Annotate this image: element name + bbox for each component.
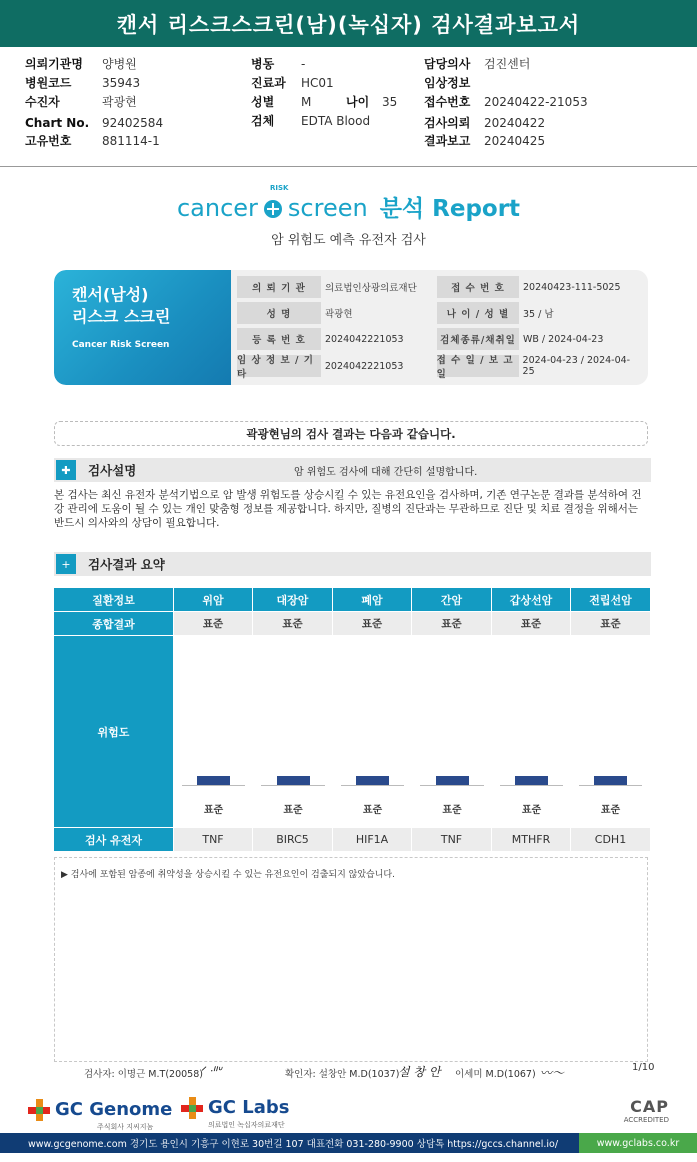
risk-level: 표준 <box>362 805 383 816</box>
card-title-line1: 캔서(남성) <box>72 285 149 304</box>
info-value: HC01 <box>301 75 334 90</box>
result-note <box>54 857 648 1062</box>
note-text: ▶ 검사에 포함된 암종에 취약성을 상승시킬 수 있는 유전요인이 검출되지 않았습니다. <box>61 870 395 880</box>
risk-level: 표준 <box>283 805 303 816</box>
info-label: 진료과 <box>251 76 286 90</box>
card-row <box>237 276 621 298</box>
gene-cell: TNF <box>174 828 253 851</box>
info-value: 양병원 <box>102 57 137 71</box>
gc-genome-name: GC Genome <box>55 1099 173 1120</box>
info-row <box>424 113 545 132</box>
info-label: 임상정보 <box>424 76 471 90</box>
info-label: 의뢰기관명 <box>25 57 83 71</box>
folder-plus-icon: + <box>56 554 76 574</box>
card-row <box>237 355 642 380</box>
risk-baseline <box>500 785 563 786</box>
card-key: 접 수 번 호 <box>437 276 519 298</box>
info-value: 35943 <box>102 75 141 90</box>
overall-cell: 표준 <box>253 612 333 635</box>
gc-genome-sub: 주식회사 지씨지놈 <box>97 1123 154 1131</box>
report-title: 캔서 리스크스크린(남)(녹십자) 검사결과보고서 <box>0 0 697 47</box>
info-value: - <box>301 56 306 71</box>
risk-level: 표준 <box>600 805 621 816</box>
info-value: 881114-1 <box>102 133 160 148</box>
info-row <box>424 73 484 92</box>
section-desc: 암 위험도 검사에 대해 간단히 설명합니다. <box>294 466 478 478</box>
card-key: 임 상 정 보 / 기 타 <box>237 355 321 377</box>
risk-baseline <box>261 785 325 786</box>
card-title-en: Cancer Risk Screen <box>72 340 170 350</box>
info-row <box>25 54 137 73</box>
card-key: 나 이 / 성 별 <box>437 302 519 324</box>
gc-labs-sub: 의료법인 녹십자의료재단 <box>208 1121 285 1129</box>
cap-sub: ACCREDITED <box>623 1116 669 1124</box>
info-row <box>251 73 334 92</box>
info-label: Chart No. <box>25 115 90 130</box>
card-key: 검체종류/채취일 <box>437 328 519 350</box>
info-label: 고유번호 <box>25 134 72 148</box>
tester-text: 검사자: 이명근 M.T(20058) <box>84 1069 203 1080</box>
info-row <box>25 131 160 150</box>
info-row <box>251 111 370 130</box>
overall-label: 종합결과 <box>54 612 173 635</box>
card-key: 의 뢰 기 관 <box>237 276 321 298</box>
card-value: 2024042221053 <box>325 333 404 345</box>
risk-bar <box>277 776 310 785</box>
risk-bar <box>594 776 627 785</box>
overall-cell: 표준 <box>571 612 650 635</box>
gene-cell: MTHFR <box>492 828 571 851</box>
info-row <box>25 92 137 111</box>
second-signature: 〰〜 <box>540 1066 565 1080</box>
risk-baseline <box>341 785 404 786</box>
info-value: M <box>301 94 312 109</box>
risk-level: 표준 <box>442 805 462 816</box>
card-title-line2: 리스크 스크린 <box>72 307 171 326</box>
card-value: 20240423-111-5025 <box>523 281 621 293</box>
description-text: 본 검사는 최신 유전자 분석기법으로 암 발생 위험도를 상승시킬 수 있는 유전요인을 검사하며, 기존 연구논문 결과를 분석하여 건강 관리에 도움이 될 수 있는 개인 맞춤형 정보를 제공합니다. 하지만, 질병의 진단과는 무관하므로 진단 및 치료 결정을 위해서는 반드시 의사와의 상담이 필요합니다. <box>54 489 642 529</box>
info-value: 20240422 <box>484 115 546 130</box>
page-number: 1/10 <box>632 1062 655 1073</box>
info-label: 성별 <box>251 95 275 109</box>
info-label: 검체 <box>251 114 275 128</box>
card-value: 2024-04-23 / 2024-04-25 <box>522 355 631 377</box>
risk-label: 위험도 <box>54 636 173 827</box>
card-row <box>237 302 554 324</box>
info-label: 담당의사 <box>424 57 471 71</box>
report-title-kor: 분석 Report <box>379 196 521 222</box>
card-key: 성 명 <box>237 302 321 324</box>
age-value: 35 <box>382 94 398 109</box>
risk-bar <box>197 776 230 785</box>
report-subtitle: 암 위험도 예측 유전자 검사 <box>271 233 426 248</box>
info-value: 곽광현 <box>102 95 137 109</box>
cap-text: CAP <box>630 1097 669 1116</box>
info-row <box>251 54 305 73</box>
risk-baseline <box>579 785 642 786</box>
card-value: 곽광현 <box>325 309 353 320</box>
table-header-cell: 전립선암 <box>571 588 650 611</box>
gene-cell: BIRC5 <box>253 828 333 851</box>
signature-line <box>0 1066 697 1082</box>
risk-bar <box>356 776 389 785</box>
card-value: 2024042221053 <box>324 360 404 372</box>
section-description-header <box>54 458 651 482</box>
info-label: 접수번호 <box>424 95 471 109</box>
footer-bar <box>0 1133 697 1153</box>
plus-icon <box>264 200 282 218</box>
card-key: 등 록 번 호 <box>237 328 321 350</box>
report-header <box>0 184 697 248</box>
card-value: 의료법인상광의료재단 <box>325 283 417 294</box>
table-header-cell: 간암 <box>412 588 492 611</box>
info-value: 20240422-21053 <box>484 94 588 109</box>
risk-bar <box>515 776 548 785</box>
gc-genome-logo-icon <box>28 1099 50 1121</box>
overall-cell: 표준 <box>412 612 492 635</box>
cancer-screen-logo <box>0 184 697 223</box>
logo-cancer-text: cancer <box>176 194 258 222</box>
info-row <box>424 54 530 73</box>
table-header-cell: 위암 <box>174 588 253 611</box>
card-value: 35 / 남 <box>523 309 554 320</box>
patient-card <box>54 270 648 385</box>
overall-cell: 표준 <box>492 612 571 635</box>
cap-logo <box>624 1097 669 1124</box>
risk-bar <box>436 776 469 785</box>
gene-cell: CDH1 <box>571 828 650 851</box>
gc-labs-logo-icon <box>181 1097 203 1119</box>
table-header-cell: 폐암 <box>333 588 412 611</box>
footer-website-link[interactable]: www.gclabs.co.kr <box>579 1133 697 1153</box>
divider <box>0 166 697 167</box>
info-label: 결과보고 <box>424 134 471 148</box>
card-banner <box>54 270 231 385</box>
second-confirmer-text: 이세미 M.D(1067) <box>455 1069 536 1080</box>
section-title: 검사결과 요약 <box>88 557 165 572</box>
info-label: 병동 <box>251 57 275 71</box>
patient-info <box>0 54 697 166</box>
info-label: 수진자 <box>25 95 60 109</box>
logo-risk-text: RISK <box>270 184 289 192</box>
card-key: 접 수 일 / 보 고 일 <box>437 355 519 377</box>
info-label: 병원코드 <box>25 76 72 90</box>
table-header-cell: 대장암 <box>253 588 333 611</box>
logo-screen-text: screen <box>287 194 368 222</box>
info-value: 92402584 <box>102 115 164 130</box>
footer-logos <box>0 1093 697 1133</box>
risk-level: 표준 <box>521 805 542 816</box>
info-row <box>25 73 140 92</box>
tester-signature: ᐟ ᐧᐦᐡ <box>200 1064 222 1078</box>
overall-cell: 표준 <box>174 612 253 635</box>
overall-cell: 표준 <box>333 612 412 635</box>
info-row <box>251 92 397 111</box>
section-summary-header <box>54 552 651 576</box>
result-notice: 곽광현님의 검사 결과는 다음과 같습니다. <box>54 421 648 446</box>
gene-label: 검사 유전자 <box>54 828 173 851</box>
gc-labs-name: GC Labs <box>208 1097 290 1118</box>
risk-level: 표준 <box>203 805 224 816</box>
gene-cell: HIF1A <box>333 828 412 851</box>
table-header-cell: 갑상선암 <box>492 588 571 611</box>
risk-baseline <box>182 785 245 786</box>
table-header-label: 질환정보 <box>54 588 174 611</box>
info-label: 검사의뢰 <box>424 116 471 130</box>
confirmer-signature: 설 창 안 <box>398 1065 441 1079</box>
age-label: 나이 <box>346 95 370 109</box>
risk-baseline <box>420 785 484 786</box>
confirmer-text: 확인자: 설창안 M.D(1037) <box>285 1069 400 1080</box>
card-value: WB / 2024-04-23 <box>523 333 604 345</box>
info-row <box>25 113 163 132</box>
info-value: 20240425 <box>484 133 546 148</box>
info-row <box>424 92 588 111</box>
gene-cell: TNF <box>412 828 492 851</box>
info-value: EDTA Blood <box>301 113 371 128</box>
footer-address: www.gcgenome.com 경기도 용인시 기흥구 이현로 30번길 107 대표전화 031-280-9900 상담톡 https://gccs.channel.io/ <box>28 1139 559 1150</box>
stethoscope-icon: ✚ <box>56 460 76 480</box>
card-row <box>237 328 603 350</box>
info-value: 검진센터 <box>484 57 531 71</box>
info-row <box>424 131 545 150</box>
section-title: 검사설명 <box>88 463 137 478</box>
